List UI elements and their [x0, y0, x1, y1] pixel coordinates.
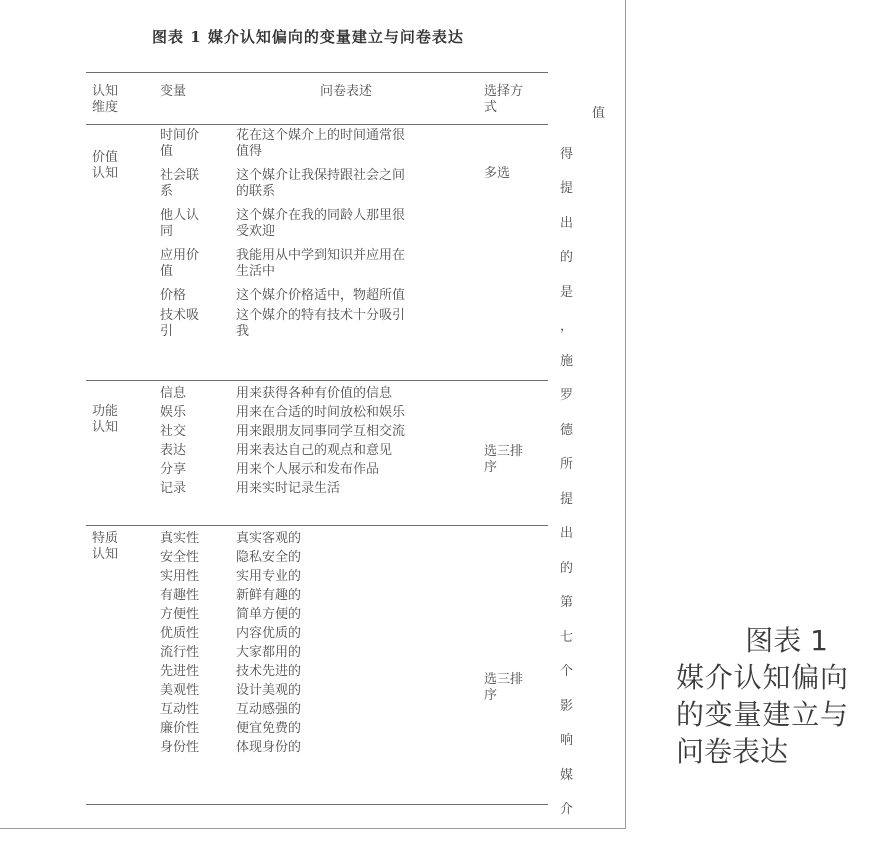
- side-text-char: 个: [560, 664, 574, 679]
- header-rule: [86, 124, 548, 125]
- header-dimension: 认知 维度: [92, 84, 119, 115]
- side-text-char: 七: [560, 629, 574, 645]
- side-text-char: 提: [560, 491, 574, 507]
- row-variable: 娱乐: [160, 405, 187, 420]
- row-description: 新鲜有趣的: [236, 588, 302, 603]
- row-variable: 有趣性: [160, 588, 200, 603]
- group-dimension: 功能 认知: [92, 404, 119, 435]
- row-variable: 优质性: [160, 626, 200, 641]
- row-variable: 分享: [160, 462, 187, 477]
- table-title: 图表 1 媒介认知偏向的变量建立与问卷表达: [152, 28, 464, 46]
- row-description: 用来获得各种有价值的信息: [236, 386, 393, 401]
- row-description: 体现身份的: [236, 740, 302, 755]
- row-description: 用来实时记录生活: [236, 481, 341, 496]
- row-variable: 技术吸 引: [160, 308, 200, 339]
- row-description: 互动感强的: [236, 702, 302, 717]
- row-description: 我能用从中学到知识并应用在 生活中: [236, 248, 406, 279]
- caption-line1: 图表 1: [745, 624, 828, 657]
- side-text-char: 得: [560, 146, 574, 162]
- row-description: 实用专业的: [236, 569, 302, 584]
- row-variable: 表达: [160, 443, 187, 458]
- side-text-char: 的: [560, 250, 574, 265]
- row-variable: 社会联 系: [160, 168, 200, 199]
- side-text-char: 介: [560, 802, 574, 817]
- row-description: 这个媒介让我保持跟社会之间 的联系: [236, 168, 406, 199]
- row-variable: 价格: [160, 288, 187, 303]
- group-selection: 选三排 序: [484, 444, 524, 475]
- header-variable: 变量: [160, 84, 187, 99]
- side-text-char: 所: [560, 457, 574, 472]
- group-selection: 选三排 序: [484, 672, 524, 703]
- row-variable: 先进性: [160, 664, 200, 679]
- row-variable: 互动性: [160, 702, 200, 717]
- row-variable: 记录: [160, 481, 187, 496]
- side-text-char: 的: [560, 560, 574, 576]
- row-description: 大家都用的: [236, 645, 302, 660]
- side-text-char: 罗: [560, 388, 574, 403]
- side-text-char: 德: [560, 422, 574, 438]
- row-description: 这个媒介价格适中，物超所值: [236, 288, 406, 303]
- side-text-char: 第: [560, 595, 574, 610]
- row-description: 用来表达自己的观点和意见: [236, 443, 393, 458]
- group-rule: [86, 380, 548, 381]
- row-description: 简单方便的: [236, 607, 302, 622]
- row-description: 技术先进的: [236, 664, 302, 679]
- group-rule: [86, 804, 548, 805]
- group-rule: [86, 525, 548, 526]
- side-text-char: 影: [560, 698, 574, 714]
- side-text-char: 响: [560, 733, 574, 748]
- row-description: 用来跟朋友同事同学互相交流: [236, 424, 406, 439]
- row-variable: 流行性: [160, 645, 200, 660]
- figure-caption: [676, 622, 848, 770]
- side-text-char: 施: [560, 353, 574, 369]
- row-description: 便宜免费的: [236, 721, 302, 736]
- row-description: 花在这个媒介上的时间通常很 值得: [236, 128, 406, 159]
- side-text-char: 提: [560, 181, 574, 196]
- side-text-char: 出: [560, 526, 574, 541]
- row-variable: 美观性: [160, 683, 200, 698]
- group-dimension: 价值 认知: [92, 150, 119, 181]
- header-description: 问卷表述: [320, 84, 373, 99]
- group-dimension: 特质 认知: [92, 531, 119, 562]
- side-text-char: 出: [560, 215, 574, 231]
- row-description: 用来个人展示和发布作品: [236, 462, 380, 477]
- header-selection: 选择方 式: [484, 84, 524, 115]
- row-description: 用来在合适的时间放松和娱乐: [236, 405, 406, 420]
- row-variable: 安全性: [160, 550, 200, 565]
- row-variable: 他人认 同: [160, 208, 200, 239]
- row-description: 设计美观的: [236, 683, 302, 698]
- row-variable: 方便性: [160, 607, 200, 622]
- side-text-char: 媒: [560, 767, 574, 783]
- row-variable: 真实性: [160, 531, 200, 546]
- caption-rest: 媒介认知偏向的变量建立与问卷表达: [676, 661, 848, 768]
- row-description: 这个媒介在我的同龄人那里很 受欢迎: [236, 208, 406, 239]
- row-variable: 廉价性: [160, 721, 200, 736]
- side-text-char: ，: [560, 319, 574, 334]
- row-description: 内容优质的: [236, 626, 302, 641]
- row-description: 真实客观的: [236, 531, 302, 546]
- row-description: 这个媒介的特有技术十分吸引 我: [236, 308, 406, 339]
- row-variable: 社交: [160, 424, 187, 439]
- top-rule: [86, 72, 548, 73]
- row-variable: 应用价 值: [160, 248, 200, 279]
- side-text-char: 值: [592, 106, 606, 121]
- row-description: 隐私安全的: [236, 550, 302, 565]
- row-variable: 信息: [160, 386, 187, 401]
- row-variable: 实用性: [160, 569, 200, 584]
- row-variable: 身份性: [160, 740, 200, 755]
- row-variable: 时间价 值: [160, 128, 200, 159]
- side-text-char: 是: [560, 284, 574, 300]
- group-selection: 多选: [484, 166, 511, 181]
